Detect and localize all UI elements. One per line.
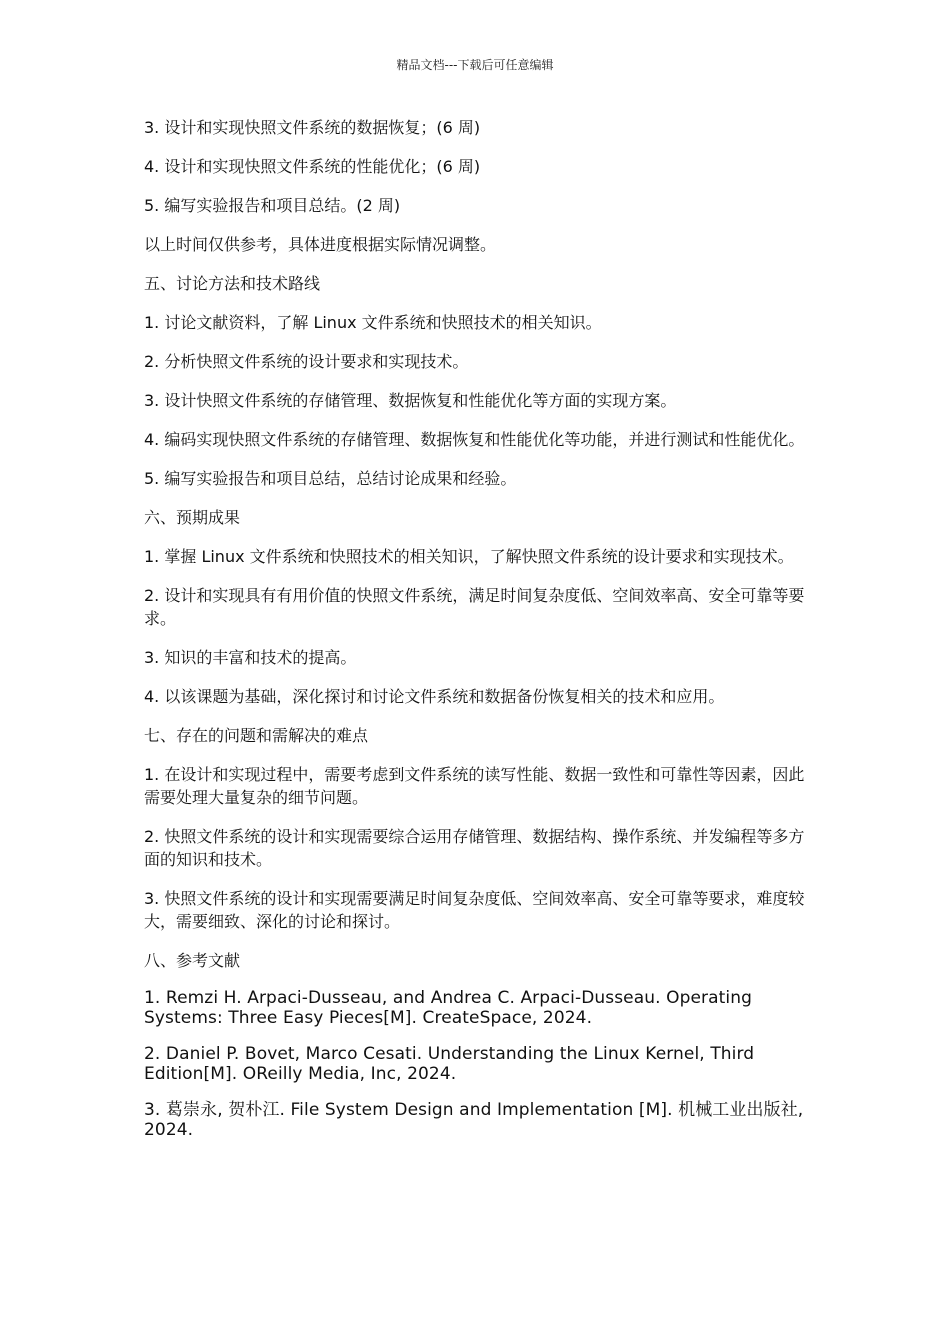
schedule-note: 以上时间仅供参考，具体进度根据实际情况调整。	[144, 235, 497, 254]
section-heading-methods: 五、讨论方法和技术路线	[144, 274, 321, 293]
schedule-item-4: 4. 设计和实现快照文件系统的性能优化；(6 周)	[144, 157, 481, 176]
document-body	[144, 116, 809, 1156]
outcomes-item-2: 2. 设计和实现具有有用价值的快照文件系统，满足时间复杂度低、空间效率高、安全可靠等要求。	[144, 586, 805, 628]
problems-item-3: 3. 快照文件系统的设计和实现需要满足时间复杂度低、空间效率高、安全可靠等要求，难度较大，需要细致、深化的讨论和探讨。	[144, 889, 805, 931]
outcomes-item-1: 1. 掌握 Linux 文件系统和快照技术的相关知识，了解快照文件系统的设计要求和实现技术。	[144, 547, 794, 566]
reference-item-2: 2. Daniel P. Bovet, Marco Cesati. Understanding the Linux Kernel, Third Edition[M]. OReilly Media, Inc, 2024.	[144, 1044, 755, 1084]
outcomes-item-4: 4. 以该课题为基础，深化探讨和讨论文件系统和数据备份恢复相关的技术和应用。	[144, 687, 725, 706]
methods-item-2: 2. 分析快照文件系统的设计要求和实现技术。	[144, 352, 469, 371]
problems-item-1: 1. 在设计和实现过程中，需要考虑到文件系统的读写性能、数据一致性和可靠性等因素，因此需要处理大量复杂的细节问题。	[144, 765, 805, 807]
schedule-item-3: 3. 设计和实现快照文件系统的数据恢复；(6 周)	[144, 118, 481, 137]
outcomes-item-3: 3. 知识的丰富和技术的提高。	[144, 648, 357, 667]
section-heading-outcomes: 六、预期成果	[144, 508, 241, 527]
methods-item-1: 1. 讨论文献资料，了解 Linux 文件系统和快照技术的相关知识。	[144, 313, 602, 332]
reference-item-1: 1. Remzi H. Arpaci-Dusseau, and Andrea C. Arpaci-Dusseau. Operating Systems: Three Easy Pieces[M]. CreateSpace, 2024.	[144, 988, 753, 1028]
page-header: 精品文档---下载后可任意编辑	[396, 58, 554, 72]
section-heading-references: 八、参考文献	[144, 951, 241, 970]
reference-item-3: 3. 葛崇永, 贺朴江. File System Design and Implementation [M]. 机械工业出版社, 2024.	[144, 1100, 804, 1140]
methods-item-5: 5. 编写实验报告和项目总结，总结讨论成果和经验。	[144, 469, 517, 488]
methods-item-3: 3. 设计快照文件系统的存储管理、数据恢复和性能优化等方面的实现方案。	[144, 391, 677, 410]
problems-item-2: 2. 快照文件系统的设计和实现需要综合运用存储管理、数据结构、操作系统、并发编程等多方面的知识和技术。	[144, 827, 805, 869]
section-heading-problems: 七、存在的问题和需解决的难点	[144, 726, 369, 745]
methods-item-4: 4. 编码实现快照文件系统的存储管理、数据恢复和性能优化等功能，并进行测试和性能优化。	[144, 430, 805, 449]
schedule-item-5: 5. 编写实验报告和项目总结。(2 周)	[144, 196, 401, 215]
